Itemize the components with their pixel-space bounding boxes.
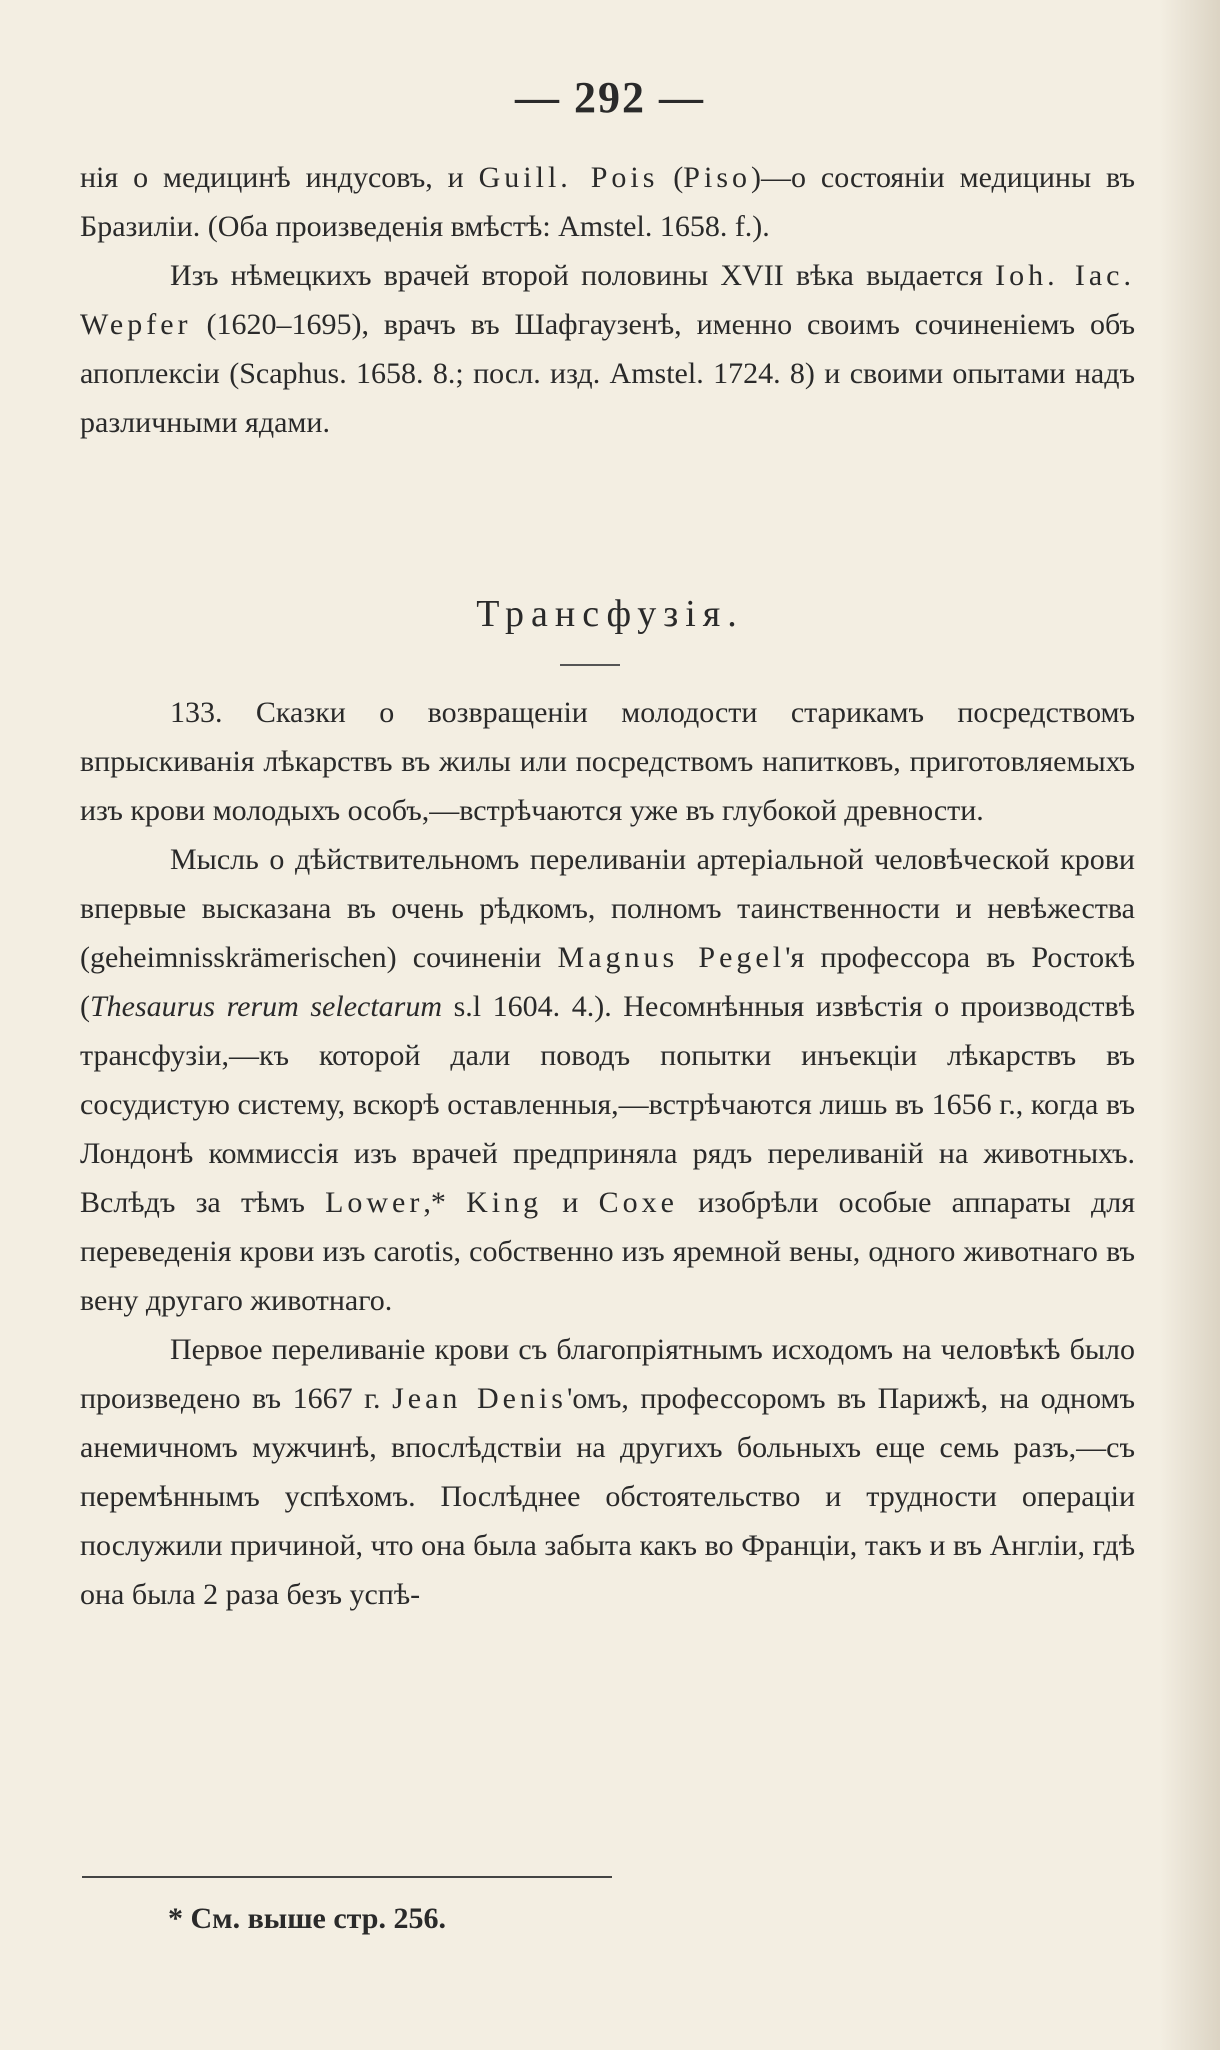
book-title-thesaurus: Thesaurus rerum selectarum bbox=[90, 990, 443, 1023]
page-number: — 292 — bbox=[515, 73, 705, 122]
author-name-coxe: Coxe bbox=[598, 1186, 678, 1219]
paragraph-denis: Первое переливаніе крови съ благопріятнымъ исходомъ на человѣкѣ было произведено въ 1667 г. Jean Denis'омъ, профессоромъ въ Парижѣ, на одномъ анемичномъ мужчинѣ, впослѣдствіи на другихъ больныхъ еще семь разъ,—съ перемѣннымъ успѣхомъ. Послѣднее обстоятельство и трудности операціи послужили причиной, что она была забыта какъ во Франціи, такъ и въ Англіи, гдѣ она была 2 раза безъ успѣ- bbox=[80, 1333, 1136, 1611]
author-name-king: King bbox=[466, 1186, 543, 1219]
section-title: Трансфузія. bbox=[476, 593, 744, 635]
author-name-denis: Jean Denis bbox=[392, 1382, 567, 1415]
author-name-lower: Lower bbox=[325, 1186, 424, 1219]
paragraph-continued: нія о медицинѣ индусовъ, и Guill. Pois (Piso)—о состояніи медицины въ Бразиліи. (Оба произведенія вмѣстѣ: Amstel. 1658. f.). bbox=[80, 161, 1135, 243]
title-divider bbox=[560, 664, 620, 666]
footnote: * См. выше стр. 256. bbox=[168, 1902, 446, 1935]
footnote-divider bbox=[82, 1876, 612, 1878]
author-name-wepfer: Ioh. Iac. Wepfer bbox=[80, 259, 1135, 341]
author-name-pois: Guill. Pois bbox=[478, 161, 659, 194]
author-name-pegel: Magnus Pegel bbox=[557, 941, 786, 974]
binding-shadow bbox=[1160, 0, 1220, 2050]
text-block-transfusion bbox=[80, 688, 1135, 1619]
text-block-top bbox=[80, 153, 1135, 447]
paragraph-pegel: Мысль о дѣйствительномъ переливаніи артеріальной человѣческой крови впервые высказана въ очень рѣдкомъ, полномъ таинственности и невѣжества (geheimnisskrämerischen) сочиненіи Magnus Pegel'я профессора въ Ростокѣ (Thesaurus rerum selectarum s.l 1604. 4.). Несомнѣнныя извѣстія о производствѣ трансфузіи,—къ которой дали поводъ попытки инъекціи лѣкарствъ въ сосудистую систему, вскорѣ оставленныя,—встрѣчаются лишь въ 1656 г., когда въ Лондонѣ коммиссія изъ врачей предприняла рядъ переливаній на животныхъ. Вслѣдъ за тѣмъ Lower,* King и Coxe изобрѣли особые аппараты для переведенія крови изъ carotis, собственно изъ яремной вены, одного животнаго въ вену другаго животнаго. bbox=[80, 843, 1136, 1317]
paragraph-wepfer: Изъ нѣмецкихъ врачей второй половины XVII вѣка выдается Ioh. Iac. Wepfer (1620–1695), врачъ въ Шафгаузенѣ, именно своимъ сочиненіемъ объ апоплексіи (Scaphus. 1658. 8.; посл. изд. Amstel. 1724. 8) и своими опытами надъ различными ядами. bbox=[80, 259, 1135, 439]
author-name-piso: Piso bbox=[683, 161, 751, 194]
paragraph-133: 133. Сказки о возвращеніи молодости старикамъ посредствомъ впрыскиванія лѣкарствъ въ жилы или посредствомъ напитковъ, приготовляемыхъ изъ крови молодыхъ особъ,—встрѣчаются уже въ глубокой древности. bbox=[80, 696, 1135, 827]
